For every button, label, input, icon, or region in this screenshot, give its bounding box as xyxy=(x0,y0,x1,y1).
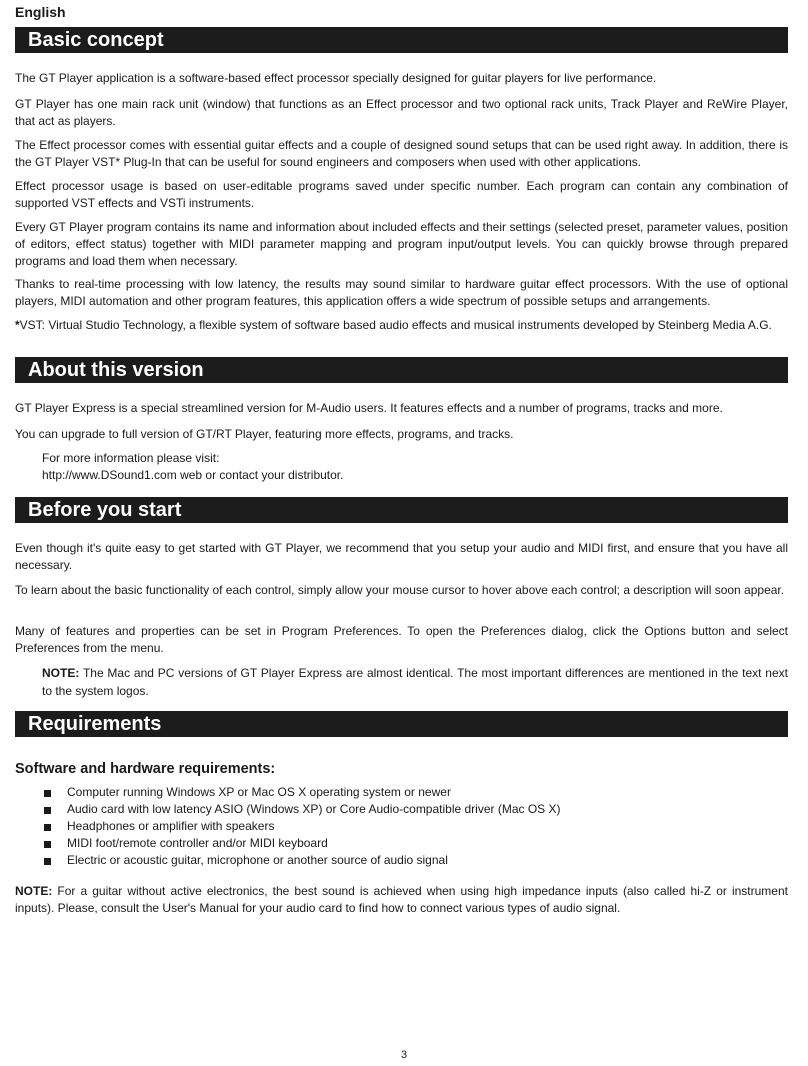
bullet-icon xyxy=(44,841,51,848)
paragraph: GT Player Express is a special streamlined version for M-Audio users. It features effects and a number of programs, tracks and more. xyxy=(15,401,723,415)
note-text: The Mac and PC versions of GT Player Express are almost identical. The most important differences are mentioned in the text next to the system logos. xyxy=(42,666,788,698)
page-number: 3 xyxy=(400,1049,408,1061)
list-item xyxy=(15,835,788,852)
paragraph: The Effect processor comes with essential guitar effects and a couple of designed sound setups that can be used right away. In addition, there is the GT Player VST* Plug-In that can be useful for sound engineers and composers when used with other applications. xyxy=(15,138,788,169)
bullet-icon xyxy=(44,790,51,797)
note-label: NOTE: xyxy=(42,666,80,680)
bullet-icon xyxy=(44,824,51,831)
note-label: NOTE: xyxy=(15,884,53,898)
list-item-text: MIDI foot/remote controller and/or MIDI keyboard xyxy=(67,836,328,850)
bullet-icon xyxy=(44,858,51,865)
footnote-text: VST: Virtual Studio Technology, a flexible system of software based audio effects and musical instruments developed by Steinberg Media A.G. xyxy=(19,318,772,332)
bullet-icon xyxy=(44,807,51,814)
language-label: English xyxy=(15,4,66,20)
section-heading-about: About this version xyxy=(15,357,788,383)
paragraph: Every GT Player program contains its name and information about included effects and their settings (selected preset, parameter values, position of editors, effect status) together with MIDI parameter mapping and program input/output levels. You can quickly browse through prepared programs and load them when necessary. xyxy=(15,220,788,268)
info-line: For more information please visit: xyxy=(42,451,220,465)
note xyxy=(42,664,788,700)
section-heading-requirements: Requirements xyxy=(15,711,788,737)
list-item xyxy=(15,801,788,818)
paragraph: To learn about the basic functionality of each control, simply allow your mouse cursor to hover above each control; a description will soon appear. xyxy=(15,583,785,597)
paragraph: Even though it's quite easy to get started with GT Player, we recommend that you setup your audio and MIDI first, and ensure that you have all necessary. xyxy=(15,541,788,572)
list-item xyxy=(15,784,788,801)
list-item-text: Computer running Windows XP or Mac OS X operating system or newer xyxy=(67,785,451,799)
paragraph: Effect processor usage is based on user-editable programs saved under specific number. Each program can contain any combination of supported VST effects and VSTi instruments. xyxy=(15,179,788,210)
requirements-list xyxy=(15,784,788,869)
vst-footnote xyxy=(15,317,788,334)
note xyxy=(15,883,788,917)
list-item-text: Audio card with low latency ASIO (Windows XP) or Core Audio-compatible driver (Mac OS X) xyxy=(67,802,561,816)
note-text: For a guitar without active electronics, the best sound is achieved when using high impedance inputs (also called hi-Z or instrument inputs). Please, consult the User's Manual for your audio card to find how to connect various types of audio signal. xyxy=(15,884,788,915)
list-item xyxy=(15,852,788,869)
paragraph: You can upgrade to full version of GT/RT Player, featuring more effects, programs, and tracks. xyxy=(15,427,514,441)
section-heading-before-start: Before you start xyxy=(15,497,788,523)
requirements-subheading: Software and hardware requirements: xyxy=(15,761,276,777)
info-link-line[interactable]: http://www.DSound1.com web or contact your distributor. xyxy=(42,468,344,482)
list-item-text: Headphones or amplifier with speakers xyxy=(67,819,275,833)
paragraph: Thanks to real-time processing with low latency, the results may sound similar to hardware guitar effect processors. With the use of optional players, MIDI automation and other program features, this application offers a wide spectrum of possible setups and arrangements. xyxy=(15,277,788,308)
list-item xyxy=(15,818,788,835)
section-heading-basic-concept: Basic concept xyxy=(15,27,788,53)
paragraph: Many of features and properties can be set in Program Preferences. To open the Preferences dialog, click the Options button and select Preferences from the menu. xyxy=(15,624,788,655)
list-item-text: Electric or acoustic guitar, microphone or another source of audio signal xyxy=(67,853,448,867)
paragraph: GT Player has one main rack unit (window) that functions as an Effect processor and two optional rack units, Track Player and ReWire Player, that act as players. xyxy=(15,97,788,128)
paragraph: The GT Player application is a software-based effect processor specially designed for guitar players for live performance. xyxy=(15,71,657,85)
footnote-marker: * xyxy=(15,318,20,332)
